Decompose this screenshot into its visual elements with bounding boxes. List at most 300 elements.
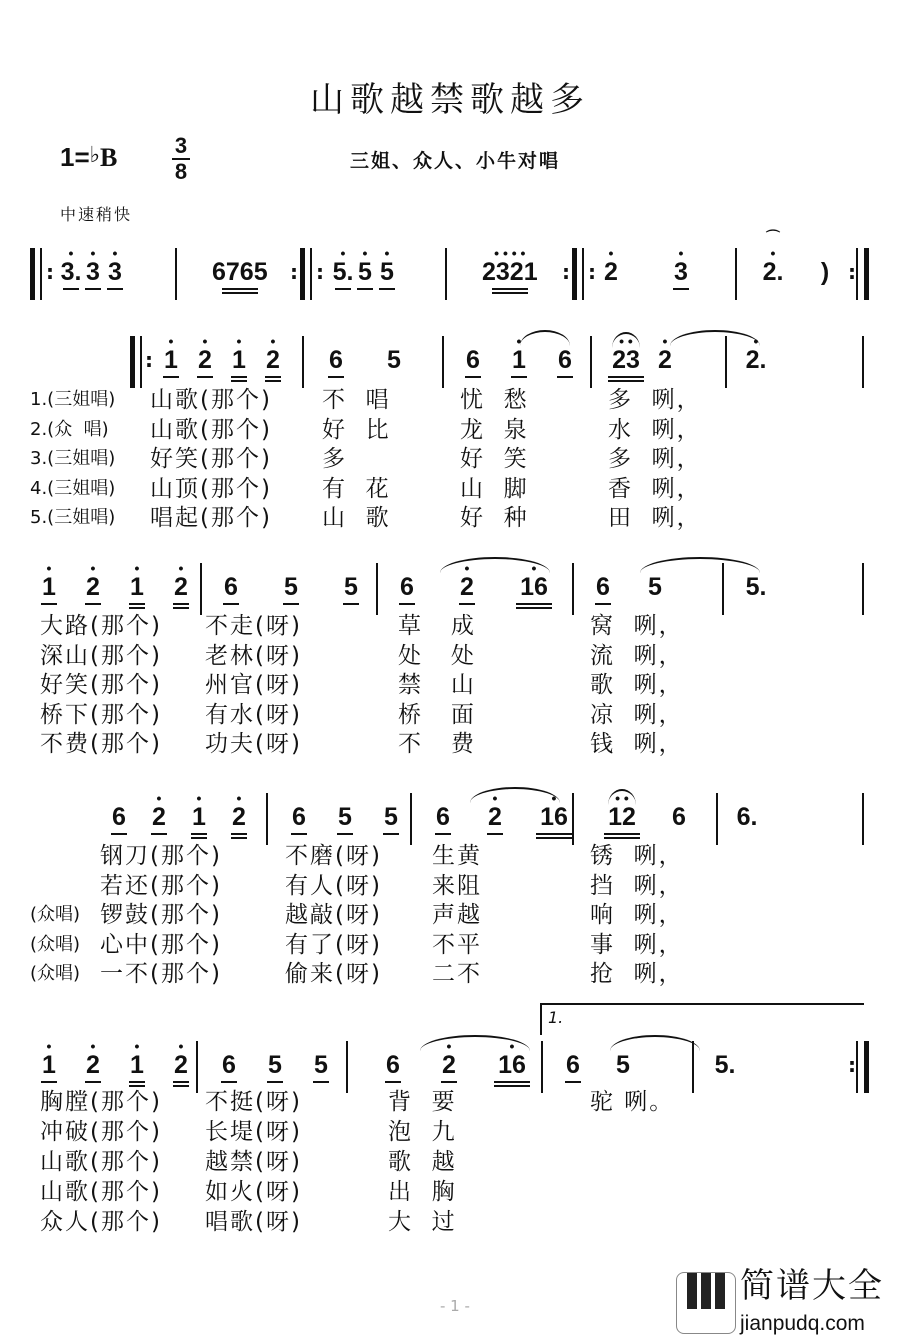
note-digit: 3 <box>108 258 122 286</box>
note <box>170 560 192 609</box>
lyric-segment: 有了(呀) <box>285 931 382 958</box>
note-digit: 5 <box>284 573 298 601</box>
barline <box>862 563 864 615</box>
lyric-segment: 不磨(呀) <box>285 843 382 869</box>
time-top: 3 <box>174 133 188 158</box>
beam-underline <box>85 288 101 290</box>
octave-dot: • <box>178 1038 184 1054</box>
lyric-segment: 事 咧， <box>590 931 684 958</box>
beam-underline <box>313 1081 329 1083</box>
repeat-dots: : <box>316 260 324 284</box>
lyric-segment: 抢 咧， <box>590 961 684 987</box>
barline <box>722 563 724 615</box>
beam-underline <box>265 376 281 382</box>
note <box>264 1041 286 1083</box>
lyric-segment: 歌 咧， <box>590 672 684 698</box>
verse-label: (众唱) <box>30 933 81 955</box>
note <box>608 333 644 382</box>
note <box>170 1038 192 1087</box>
note-digit: 1 <box>164 346 178 374</box>
lyric-segment: 来阻 <box>432 872 482 899</box>
note <box>354 245 376 290</box>
barline <box>442 336 444 388</box>
lyric-segment: 凉 咧， <box>590 701 684 728</box>
beam-underline <box>85 1081 101 1083</box>
barline <box>862 793 864 845</box>
watermark-url: jianpudq.com <box>740 1312 865 1335</box>
song-title: 山歌越禁歌越多 <box>310 80 590 120</box>
note-digit: 2 <box>232 803 246 831</box>
note <box>438 1038 460 1083</box>
beam-underline <box>465 376 481 378</box>
beam-underline <box>516 603 552 609</box>
barline <box>196 1041 198 1093</box>
barline <box>856 1041 858 1093</box>
beam-underline <box>151 833 167 835</box>
octave-dot: • <box>236 790 242 806</box>
lyric-segment: 多 咧， <box>608 387 702 413</box>
lyric-segment: 山歌(那个) <box>150 387 272 413</box>
volta-bracket <box>540 1003 864 1035</box>
lyric-segment: 越禁(呀) <box>205 1149 302 1175</box>
barline <box>692 1041 694 1093</box>
note <box>484 790 506 835</box>
beam-underline <box>557 376 573 378</box>
measure <box>332 245 398 304</box>
lyric-line <box>0 504 900 532</box>
lyric-line <box>0 901 900 929</box>
barline <box>302 336 304 388</box>
note <box>60 245 82 290</box>
lyric-segment: 好 种 <box>460 505 529 531</box>
time-signature <box>172 133 190 184</box>
beam-underline <box>85 603 101 605</box>
note <box>325 336 347 378</box>
note <box>188 790 210 839</box>
measure <box>604 790 690 849</box>
note <box>745 563 767 601</box>
measure <box>220 563 362 619</box>
slur <box>520 330 570 346</box>
lyric-segment: 多 <box>322 446 347 472</box>
lyric-line <box>0 475 900 503</box>
note <box>494 1038 530 1087</box>
note <box>280 563 302 605</box>
measure <box>762 245 836 304</box>
lyric-segment: 长堤(呀) <box>205 1119 302 1145</box>
repeat-dots: : <box>588 260 596 284</box>
lyric-segment: 多 咧， <box>608 446 702 472</box>
note-digit: 5 <box>268 1051 282 1079</box>
lyric-segment: 不走(呀) <box>205 613 302 639</box>
note-digit: 6 <box>400 573 414 601</box>
barline <box>410 793 412 845</box>
lyric-segment: 好 笑 <box>460 446 529 472</box>
note <box>82 1038 104 1083</box>
lyric-segment: 深山(那个) <box>40 642 162 669</box>
time-bottom: 8 <box>174 159 188 184</box>
beam-underline <box>41 603 57 605</box>
measure <box>592 563 666 619</box>
beam-underline <box>231 376 247 382</box>
beam-underline <box>283 603 299 605</box>
note-digit: 2 <box>198 346 212 374</box>
verse-label: (众唱) <box>30 963 81 984</box>
lyric-line <box>0 671 900 699</box>
lyric-segment: 不 唱 <box>322 387 391 413</box>
note-digit: 6 <box>386 1051 400 1079</box>
note <box>262 333 284 382</box>
lyric-segment: 冲破(那个) <box>40 1119 162 1145</box>
repeat-barline <box>572 248 577 300</box>
note <box>126 560 148 609</box>
beam-underline <box>608 376 644 382</box>
beam-underline <box>343 603 359 605</box>
note-digit: 6 <box>672 803 686 831</box>
lyric-segment: 州官(呀) <box>205 672 302 698</box>
note <box>536 790 572 839</box>
barline <box>735 248 737 300</box>
lyric-segment: 声越 <box>432 902 482 928</box>
note <box>126 1038 148 1087</box>
lyric-segment: 响 咧， <box>590 902 684 928</box>
note <box>220 563 242 605</box>
beam-underline <box>191 833 207 839</box>
barline <box>590 336 592 388</box>
lyric-line <box>0 386 900 414</box>
lyric-segment: 有人(呀) <box>285 872 382 899</box>
note-digit: ) <box>820 258 830 286</box>
note-digit: 6 <box>224 573 238 601</box>
note-digit: 2 <box>460 573 474 601</box>
lyric-segment: 胸膛(那个) <box>40 1089 162 1115</box>
octave-dot: • <box>362 245 368 261</box>
lyric-segment: 田 咧， <box>608 505 702 531</box>
beam-underline <box>107 288 123 290</box>
beam-underline <box>492 288 528 294</box>
note-digit: 6 <box>466 346 480 374</box>
watermark-name: 简谱大全 <box>740 1266 884 1306</box>
barline <box>725 336 727 388</box>
note <box>562 1041 584 1083</box>
lyric-segment: 挡 咧， <box>590 872 684 899</box>
repeat-start-barline <box>130 336 135 388</box>
beam-underline <box>494 1081 530 1087</box>
octave-dot: • <box>753 333 759 349</box>
barline <box>716 793 718 845</box>
note-digit: 5 <box>358 258 372 286</box>
fermata-icon: ⌒ <box>766 230 780 246</box>
repeat-dots: : <box>46 260 54 284</box>
note-digit: 5. <box>714 1051 736 1079</box>
barline <box>541 1041 543 1093</box>
note <box>218 1041 240 1083</box>
octave-dot: • <box>46 1038 52 1054</box>
lyric-line <box>0 872 900 900</box>
system-1 <box>0 230 900 308</box>
octave-dot: • <box>90 1038 96 1054</box>
measure <box>396 560 552 619</box>
lyric-segment: 歌 越 <box>388 1149 457 1175</box>
note <box>82 245 104 290</box>
beam-underline <box>223 603 239 605</box>
barline <box>376 563 378 615</box>
lyric-line <box>0 842 900 870</box>
repeat-end-barline <box>864 1041 869 1093</box>
lyric-segment: 大路(那个) <box>40 613 162 639</box>
note-digit: 2 <box>174 573 188 601</box>
note-digit: 2 <box>604 258 618 286</box>
barline <box>310 248 312 300</box>
verse-label: 4.(三姐唱) <box>30 477 116 499</box>
watermark-logo <box>676 1266 898 1340</box>
octave-dot: • <box>340 245 346 261</box>
octave-dot: • <box>68 245 74 261</box>
note <box>228 790 250 839</box>
note <box>462 336 484 378</box>
note-digit: 2. <box>745 346 767 374</box>
lyric-segment: 不挺(呀) <box>205 1089 302 1115</box>
note-digit: 1 <box>512 346 526 374</box>
singers-note: 三姐、众人、小牛对唱 <box>350 150 561 172</box>
note-digit: 5 <box>387 346 401 374</box>
measure <box>325 336 405 392</box>
note-digit: 23 <box>612 346 640 374</box>
lyric-segment: 老林(呀) <box>205 642 302 669</box>
beam-underline <box>595 603 611 605</box>
beam-underline <box>385 1081 401 1083</box>
lyric-segment: 大 过 <box>388 1209 457 1235</box>
note <box>380 793 402 835</box>
measure <box>745 333 767 392</box>
note <box>376 245 398 290</box>
beam-underline <box>357 288 373 290</box>
lyric-segment: 不平 <box>432 931 482 958</box>
note-digit: 1 <box>232 346 246 374</box>
note <box>604 790 640 839</box>
beam-underline <box>337 833 353 835</box>
beam-underline <box>441 1081 457 1083</box>
lyric-segment: 香 咧， <box>608 475 702 502</box>
piano-keys-icon <box>676 1272 736 1334</box>
octave-dot: • <box>446 1038 452 1054</box>
note <box>600 245 622 286</box>
measure <box>108 790 250 849</box>
note-digit: 1 <box>192 803 206 831</box>
note <box>334 793 356 835</box>
octave-dot: • <box>112 245 118 261</box>
note <box>104 245 126 290</box>
beam-underline <box>231 833 247 839</box>
note-digit: 2. <box>762 258 784 286</box>
beam-underline <box>511 376 527 378</box>
lyric-segment: 山歌(那个) <box>40 1179 162 1205</box>
octave-dot: • <box>464 560 470 576</box>
barline <box>266 793 268 845</box>
beam-underline <box>222 288 258 294</box>
beam-underline <box>221 1081 237 1083</box>
note-digit: 16 <box>520 573 548 601</box>
lyric-segment: 一不(那个) <box>100 961 222 987</box>
measure <box>288 793 402 849</box>
note-digit: 3 <box>674 258 688 286</box>
barline <box>346 1041 348 1093</box>
note-digit: 12 <box>608 803 636 831</box>
octave-dot: • <box>90 245 96 261</box>
beam-underline <box>604 833 640 839</box>
barline <box>140 336 142 388</box>
lyric-segment: 越敲(呀) <box>285 902 382 928</box>
note-digit: 5 <box>314 1051 328 1079</box>
lyric-segment: 泡 九 <box>388 1119 457 1145</box>
note <box>670 245 692 290</box>
lyric-segment: 有 花 <box>322 475 391 502</box>
note-digit: 2 <box>174 1051 188 1079</box>
beam-underline <box>383 833 399 835</box>
octave-dot: • • • • <box>494 245 526 261</box>
octave-dot: • <box>46 560 52 576</box>
octave-dot: • <box>134 560 140 576</box>
measure <box>160 333 284 392</box>
key-note: B <box>100 143 118 172</box>
repeat-dots: : <box>848 1053 856 1077</box>
octave-dot: • <box>178 560 184 576</box>
note <box>148 790 170 835</box>
octave-dot: • <box>516 333 522 349</box>
octave-dot: • <box>608 245 614 261</box>
lyric-line <box>0 701 900 729</box>
lyric-segment: 不 费 <box>398 731 476 757</box>
repeat-barline <box>300 248 305 300</box>
beam-underline <box>379 288 395 290</box>
note-digit: 2 <box>488 803 502 831</box>
octave-dot: • <box>202 333 208 349</box>
lyric-segment: 桥 面 <box>398 701 476 728</box>
measure <box>482 245 538 304</box>
note-digit: 2 <box>266 346 280 374</box>
lyric-segment: 背 要 <box>388 1089 457 1115</box>
octave-dot: • <box>196 790 202 806</box>
verse-label: (众唱) <box>30 904 81 925</box>
measure <box>736 793 758 849</box>
lyric-segment: 若还(那个) <box>100 872 222 899</box>
lyric-line <box>0 416 900 444</box>
octave-dot: • <box>134 1038 140 1054</box>
note-digit: 6 <box>596 573 610 601</box>
lyric-segment: 如火(呀) <box>205 1179 302 1205</box>
beam-underline <box>673 288 689 290</box>
lyric-segment: 禁 山 <box>398 672 476 698</box>
note-digit: 6 <box>558 346 572 374</box>
note <box>228 333 250 382</box>
beam-underline <box>41 1081 57 1083</box>
lyric-line <box>0 445 900 473</box>
lyric-segment: 山歌(那个) <box>150 416 272 443</box>
beam-underline <box>399 603 415 605</box>
note <box>38 560 60 605</box>
verse-label: 3.(三姐唱) <box>30 448 116 469</box>
barline <box>856 248 858 300</box>
note-digit: 5 <box>380 258 394 286</box>
note <box>482 245 538 294</box>
note-digit: 6 <box>329 346 343 374</box>
barline <box>200 563 202 615</box>
lyric-line <box>0 1148 900 1176</box>
note-digit: 1 <box>130 573 144 601</box>
lyric-segment: 心中(那个) <box>100 931 222 958</box>
beam-underline <box>129 603 145 609</box>
beam-underline <box>536 833 572 839</box>
note-digit: 2 <box>86 1051 100 1079</box>
note-digit: 5 <box>338 803 352 831</box>
repeat-start-barline <box>30 248 35 300</box>
repeat-dots: : <box>562 260 570 284</box>
lyric-segment: 功夫(呀) <box>205 731 302 757</box>
beam-underline <box>129 1081 145 1087</box>
measure <box>38 560 192 619</box>
note <box>644 563 666 601</box>
lyric-line <box>0 931 900 959</box>
repeat-end-barline <box>864 248 869 300</box>
beam-underline <box>173 603 189 609</box>
beam-underline <box>459 603 475 605</box>
lyric-line <box>0 1118 900 1146</box>
lyric-segment: 龙 泉 <box>460 416 529 443</box>
lyric-line <box>0 960 900 988</box>
repeat-dots: : <box>145 348 153 372</box>
lyric-segment: 锣鼓(那个) <box>100 902 222 928</box>
lyric-segment: 驼 咧。 <box>590 1089 675 1115</box>
note <box>340 563 362 605</box>
verse-label: 5.(三姐唱) <box>30 507 116 528</box>
octave-dot: • <box>270 333 276 349</box>
note-digit: 2 <box>442 1051 456 1079</box>
octave-dot: • <box>531 560 537 576</box>
beam-underline <box>487 833 503 835</box>
octave-dot: • <box>662 333 668 349</box>
repeat-dots: : <box>290 260 298 284</box>
lyric-line <box>0 1208 900 1236</box>
note <box>160 333 182 378</box>
note <box>332 245 354 290</box>
note <box>668 793 690 831</box>
note-digit: 1 <box>130 1051 144 1079</box>
note <box>745 333 767 374</box>
lyric-line <box>0 642 900 670</box>
note-digit: 5 <box>648 573 662 601</box>
octave-dot: • <box>156 790 162 806</box>
verse-label: 2.(众 唱) <box>30 418 109 440</box>
note-digit: 3 <box>86 258 100 286</box>
note-digit: 5 <box>384 803 398 831</box>
note <box>108 793 130 835</box>
note-digit: 6 <box>112 803 126 831</box>
octave-dot: • <box>678 245 684 261</box>
lyric-segment: 桥下(那个) <box>40 701 162 728</box>
measure <box>608 333 676 392</box>
note-digit: 6 <box>566 1051 580 1079</box>
lyric-segment: 唱起(那个) <box>150 505 272 531</box>
key-one: 1 <box>60 142 75 172</box>
lyric-segment: 钢刀(那个) <box>100 843 222 869</box>
note <box>714 1041 736 1079</box>
note-digit: 2 <box>86 573 100 601</box>
octave-dot: • <box>384 245 390 261</box>
key-eq: = <box>74 142 90 172</box>
note <box>456 560 478 605</box>
note-digit: 6 <box>222 1051 236 1079</box>
note <box>762 245 784 286</box>
